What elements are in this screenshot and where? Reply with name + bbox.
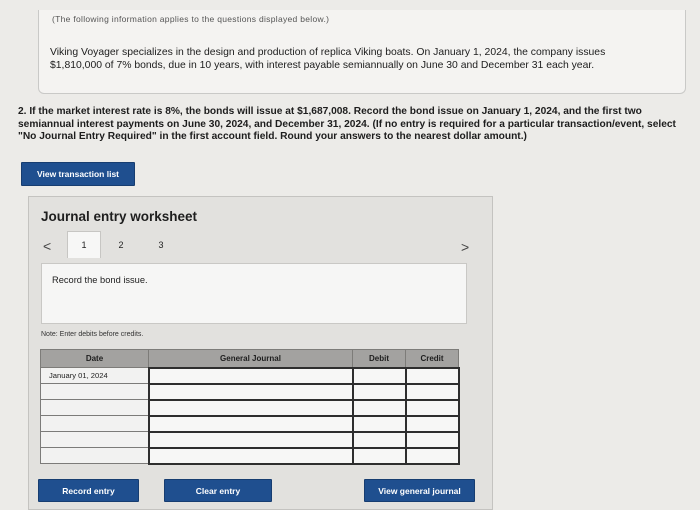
chevron-left-icon[interactable]: < [43,238,52,254]
date-cell[interactable] [41,400,149,416]
credit-header: Credit [406,350,459,368]
view-general-journal-button[interactable]: View general journal [364,479,475,502]
credit-field[interactable] [406,400,459,416]
table-row [41,448,459,464]
account-field[interactable] [149,368,353,384]
account-field[interactable] [149,432,353,448]
debit-field[interactable] [353,416,406,432]
date-cell[interactable] [41,448,149,464]
table-row [41,400,459,416]
clear-entry-button[interactable]: Clear entry [164,479,272,502]
table-row [41,384,459,400]
date-cell[interactable] [41,384,149,400]
debit-header: Debit [353,350,406,368]
record-instruction-box [41,263,467,324]
view-transaction-list-button[interactable]: View transaction list [21,162,135,186]
intro-paragraph: Viking Voyager specializes in the design and production of replica Viking boats. On January 1, 2024, the company issues $1,810,000 of 7% bonds, due in 10 years, with interest payable semiannually on June 30 and December 31 each year. [50,47,606,71]
general-journal-header: General Journal [149,350,353,368]
chevron-right-icon[interactable]: > [461,239,470,255]
question-instruction: (If no entry is required for a particular transaction/event, select "No Journal Entry Required" in the first account field. Round your answers to the nearest dollar amount.) [18,118,676,142]
cut-off-header: (The following information applies to the questions displayed below.) [52,14,330,24]
journal-entry-worksheet [28,196,493,510]
credit-field[interactable] [406,384,459,400]
date-cell[interactable] [41,416,149,432]
account-field[interactable] [149,384,353,400]
table-row [41,416,459,432]
date-header: Date [41,350,149,368]
journal-table [40,349,460,465]
tab-3[interactable]: 3 [158,239,164,250]
debit-credit-note: Note: Enter debits before credits. [41,331,144,338]
table-row [41,368,459,384]
credit-field[interactable] [406,416,459,432]
tab-1[interactable]: 1 [67,231,101,258]
table-row [41,432,459,448]
record-entry-button[interactable]: Record entry [38,479,139,502]
credit-field[interactable] [406,368,459,384]
account-field[interactable] [149,400,353,416]
date-cell[interactable] [41,432,149,448]
question-body: 2. If the market interest rate is 8%, the bonds will issue at $1,687,008. Record the bond issue on January 1, 2024, and the first two semiannual interest payments on June 30, 2024, and December 31, 2024. [18,106,642,130]
debit-field[interactable] [353,368,406,384]
account-field[interactable] [149,416,353,432]
record-instruction: Record the bond issue. [52,275,148,285]
account-field[interactable] [149,448,353,464]
credit-field[interactable] [406,432,459,448]
tab-2[interactable]: 2 [118,239,124,250]
debit-field[interactable] [353,432,406,448]
date-cell[interactable]: January 01, 2024 [41,368,149,384]
debit-field[interactable] [353,400,406,416]
debit-field[interactable] [353,384,406,400]
debit-field[interactable] [353,448,406,464]
worksheet-title: Journal entry worksheet [41,209,198,224]
credit-field[interactable] [406,448,459,464]
question-text [18,106,683,144]
